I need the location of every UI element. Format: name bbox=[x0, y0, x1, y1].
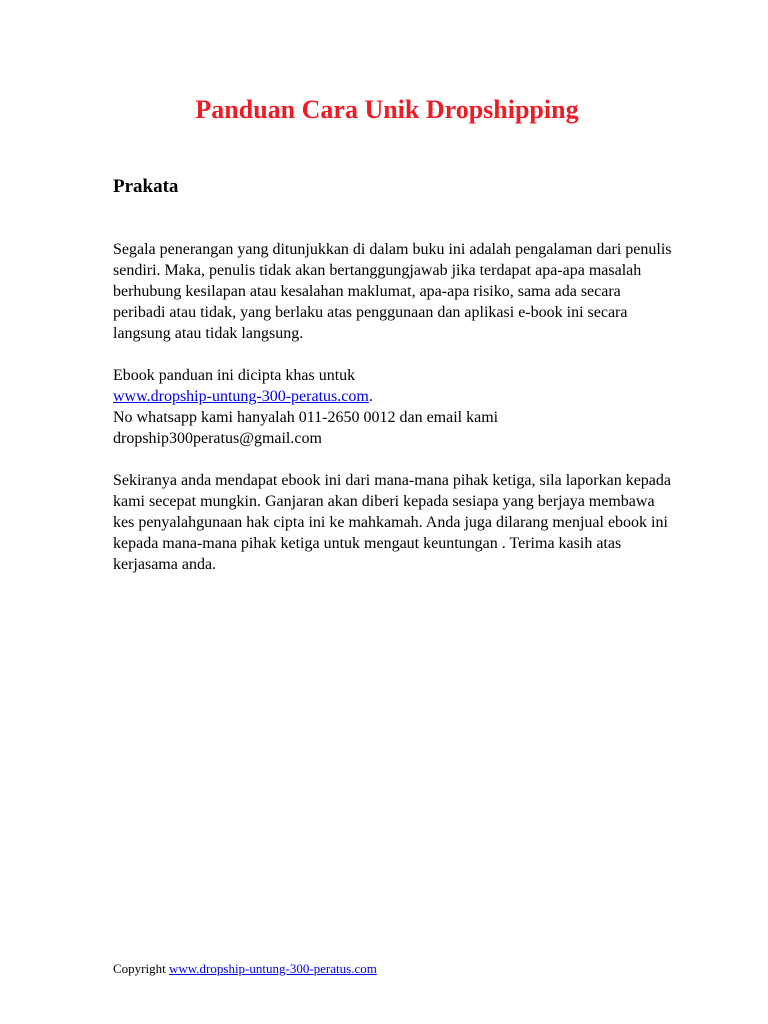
footer-copyright-label: Copyright bbox=[113, 961, 166, 976]
footer-website-link[interactable]: www.dropship-untung-300-peratus.com bbox=[168, 961, 377, 976]
email-text: dropship300peratus@gmail.com bbox=[113, 430, 322, 447]
copyright-notice-paragraph: Sekiranya anda mendapat ebook ini dari mana-mana pihak ketiga, sila laporkan kepada kami secepat mungkin. Ganjaran akan diberi kepada sesiapa yang berjaya membawa kes penyalahgunaan hak cipta ini ke mahkamah. Anda juga dilarang menjual ebook ini kepada mana-mana pihak ketiga untuk mengaut keuntungan . Terima kasih atas kerjasama anda. bbox=[113, 472, 672, 573]
contact-intro-text: Ebook panduan ini dicipta khas untuk bbox=[113, 367, 356, 384]
page-footer bbox=[113, 960, 377, 977]
website-link[interactable]: www.dropship-untung-300-peratus.com bbox=[113, 388, 369, 405]
link-period: . bbox=[368, 388, 373, 405]
whatsapp-text: No whatsapp kami hanyalah 011-2650 0012 dan email kami bbox=[113, 409, 499, 426]
disclaimer-paragraph: Segala penerangan yang ditunjukkan di dalam buku ini adalah pengalaman dari penulis sendiri. Maka, penulis tidak akan bertanggungjawab jika terdapat apa-apa masalah berhubung kesilapan atau kesalahan maklumat, apa-apa risiko, sama ada secara peribadi atau tidak, yang berlaku atas penggunaan dan aplikasi e-book ini secara langsung atau tidak langsung. bbox=[113, 241, 672, 342]
contact-paragraph bbox=[113, 365, 673, 449]
section-heading: Prakata bbox=[113, 176, 179, 197]
document-title: Panduan Cara Unik Dropshipping bbox=[195, 95, 579, 124]
